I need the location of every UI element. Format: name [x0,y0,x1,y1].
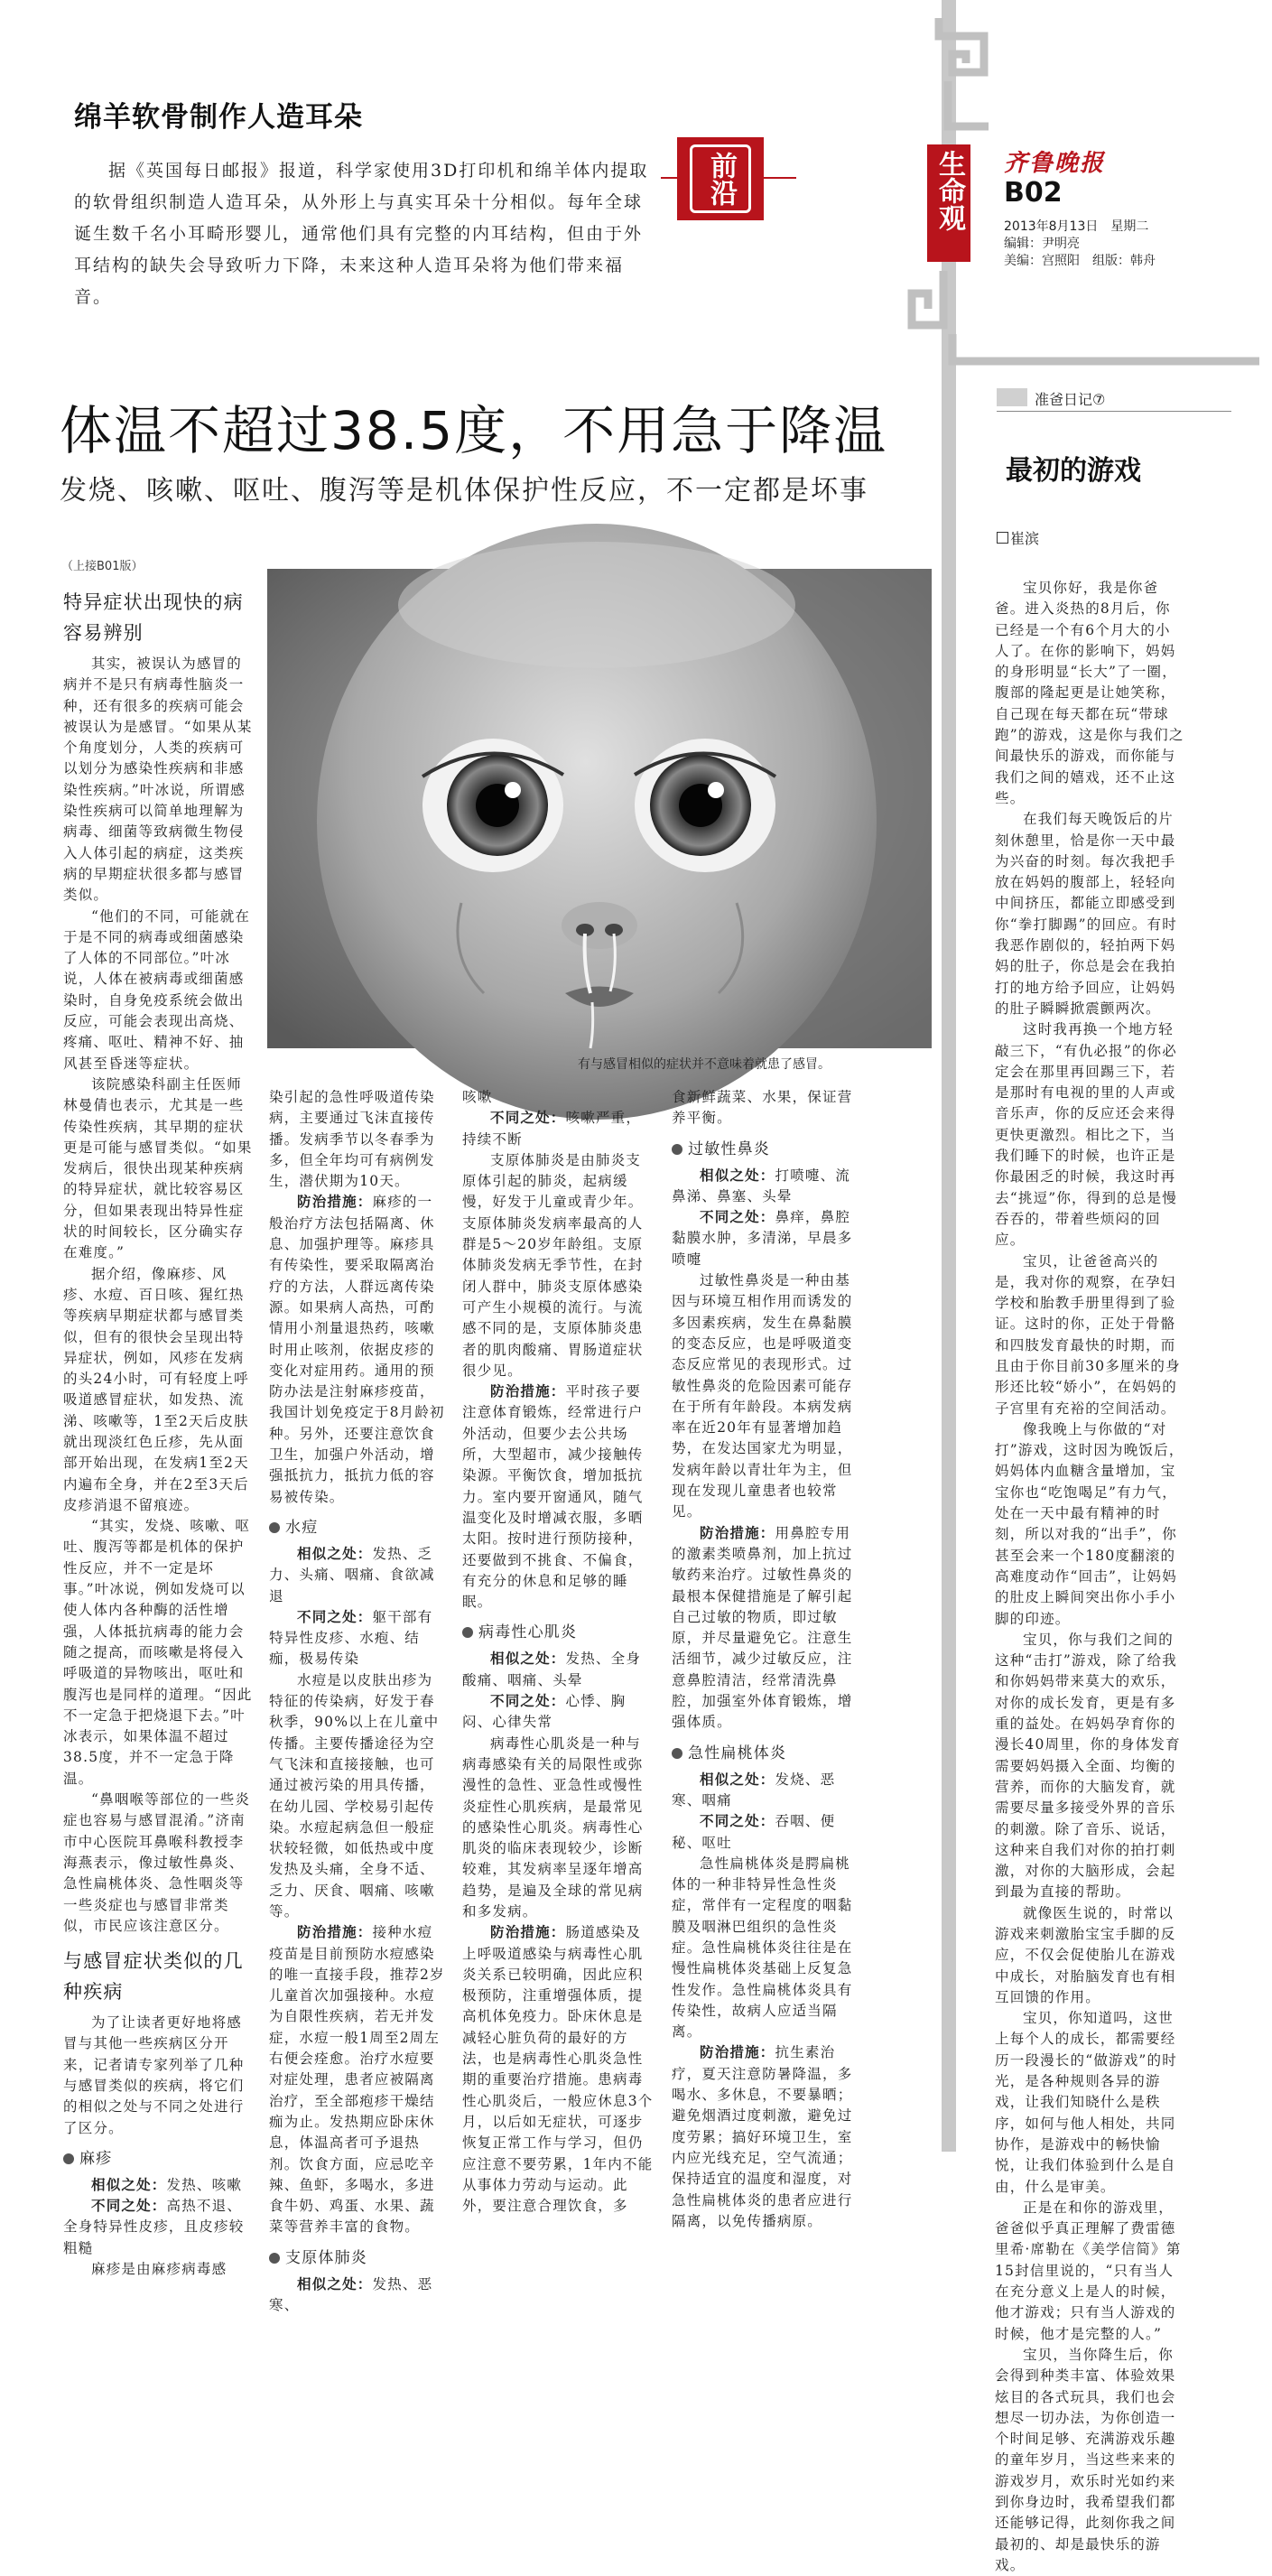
prevention-text: 平时孩子要注意体育锻炼，经常进行户外活动，但要少去公共场所，大型超市，减少接触传染源。平衡饮食，增加抵抗力。室内要开窗通风，随气温变化及时增减衣服，多晒太阳。按时进行预防接种，还要做到不挑食、不偏食，有充分的休息和足够的睡眠。 [462,1383,644,1611]
difference-label: 不同之处： [700,1209,775,1226]
paragraph: “他们的不同，可能就在于是不同的病毒或细菌感染了人体的不同部位。”叶冰说，人体在被病毒或细菌感染时，自身免疫系统会做出反应，可能会表现出高烧、疼痛、呕吐、精神不好、抽风甚至昏迷等症状。 [63,907,251,1072]
similarity-line [269,2274,446,2317]
prevention-label: 防治措施： [490,1383,566,1400]
prevention-text: 用鼻腔专用的激素类喷鼻剂，加上抗过敏药来治疗。过敏性鼻炎的最根本保健措施是了解引起自己过敏的物质，即过敏原，并尽量避免它。注意生活细节，减少过敏反应，注意鼻腔清洁，经常清洗鼻腔，加强室外体育锻炼，增强体质。 [672,1524,853,1731]
continued-note: （上接B01版） [61,560,144,573]
article-column-2 [269,1087,446,2314]
diary-author: 崔滨 [997,527,1039,548]
difference-label: 不同之处： [700,1813,775,1830]
prevention-paragraph [269,1922,446,2237]
photo-caption: 有与感冒相似的症状并不意味着就患了感冒。 [578,1057,831,1072]
paragraph: 染引起的急性呼吸道传染病，主要通过飞沫直接传播。发病季节以冬春季为多，但全年均可有病例发生，潜伏期为10天。 [269,1089,435,1190]
disease-name: 支原体肺炎 [285,2248,367,2267]
section-side-label-text: 生命观 [933,150,965,231]
paragraph: 过敏性鼻炎是一种由基因与环境互相作用而诱发的多因素疾病，发生在鼻黏膜的变态反应，也是呼吸道变态反应常见的表现形式。过敏性鼻炎的危险因素可能存在于所有年龄段。本病发病率在近20年有显著增加趋势，在发达国家尤为明显，发病年龄以青壮年为主，但现在发现儿童患者也较常见。 [672,1272,853,1520]
disease-heading [269,2246,446,2271]
difference-label: 不同之处： [91,2198,167,2215]
paragraph: 宝贝，当你降生后，你会得到种类丰富、体验效果炫目的各式玩具，我们也会想尽一切办法，为你创造一个时间足够、充满游戏乐趣的童年岁月，当这些来来的游戏岁月，欢乐时光如约来到你身边时，我希望我们都还能够记得，此刻你我之间最初的、却是最快乐的游戏。 [995,2346,1176,2573]
prevention-paragraph [672,2042,863,2232]
difference-text: 吞咽、便秘、呕吐 [672,1813,836,1851]
paragraph: 水痘是以皮肤出疹为特征的传染病，好发于春秋季，90%以上在儿童中传播。主要传播途径为空气飞沫和直接接触，也可通过被污染的用具传播，在幼儿园、学校易引起传染。水痘起病急但一般症状较轻微，如低热或中度发热及头痛，全身不适、乏力、厌食、咽痛、咳嗽等。 [269,1671,440,1920]
similarity-line [462,1649,655,1691]
similarity-text: 发热、乏力、头痛、咽痛、食欲减退 [269,1545,435,1604]
difference-line [672,1811,863,1854]
bullet-dot-icon [672,1748,682,1759]
disease-heading [672,1137,863,1162]
paragraph: 为了让读者更好地将感冒与其他一些疾病区分开来，记者请专家列举了几种与感冒类似的疾病，将它们的相似之处与不同之处进行了区分。 [63,2014,245,2136]
paragraph: 病毒性心肌炎是一种与病毒感染有关的局限性或弥漫性的急性、亚急性或慢性炎症性心肌疾病，是最常见的感染性心肌炎。病毒性心肌炎的临床表现较少，诊断较难，其发病率呈逐年增高趋势，是遍及全球的常见病和多发病。 [462,1734,644,1920]
difference-text: 高热不退、全身特异性皮疹，且皮疹较粗糙 [63,2198,245,2256]
similarity-text: 发热、全身酸痛、咽痛、头晕 [462,1651,642,1688]
difference-line [672,1207,863,1270]
disease-heading [269,1515,446,1540]
bullet-dot-icon [462,1627,473,1638]
disease-heading [672,1741,863,1766]
bullet-dot-icon [672,1144,682,1155]
difference-label: 不同之处： [490,1110,566,1127]
masthead-meta [1004,219,1156,270]
similarity-label: 相似之处： [700,1167,775,1184]
paragraph: 这时我再换一个地方轻敲三下，“有仇必报”的你必定会在那里再回踢三下，若是那时有电视的里的人声或音乐声，你的反应还会来得更快更激烈。相比之下，当我们睡下的时候，也许正是你最困乏的时候，我这时再去“挑逗”你，得到的总是慢吞吞的，带着些烦闷的回应。 [995,1021,1177,1249]
article-column-1 [63,578,253,2278]
disease-name: 水痘 [285,1518,319,1537]
difference-text: 躯干部有特异性皮疹、水疱、结痂，极易传染 [269,1608,433,1668]
similarity-text: 发烧、恶寒、咽痛 [672,1771,836,1809]
meander-ornament-mid [903,271,1264,397]
brief-body: 据《英国每日邮报》报道，科学家使用3D打印机和绵羊体内提取的软骨组织制造人造耳朵，从外形上与真实耳朵十分相似。每年全球诞生数千名小耳畸形婴儿，通常他们具有完整的内耳结构，但由于外耳结构的缺失会导致听力下降，未来这种人造耳朵将为他们带来福音。 [74,161,649,307]
paragraph: 该院感染科副主任医师林曼倩也表示，尤其是一些传染性疾病，其早期的症状更是可能与感冒类似。“如果发病后，很快出现某种疾病的特异症状，就比较容易区分，但如果表现出特异性症状的时间较长，区分确实存在难度。” [63,1075,253,1261]
disease-name: 急性扁桃体炎 [688,1744,787,1762]
diary-title: 最初的游戏 [1006,455,1141,487]
diary-series-tag: 准爸日记⑦ [997,388,1231,412]
difference-label: 不同之处： [297,1608,373,1625]
similarity-label: 相似之处： [490,1651,566,1668]
masthead-logo: 齐鲁晚报 [1004,150,1106,177]
article-column-4 [672,1087,863,2229]
paragraph: 正是在和你的游戏里，爸爸似乎真正理解了费雷德里希·席勒在《美学信简》第15封信里说的，“只有当人在充分意义上是人的时候，他才游戏；只有当人游戏的时候，他才是完整的人。” [995,2199,1182,2342]
difference-text: 鼻痒，鼻腔黏膜水肿，多清涕，早晨多喷嚏 [672,1209,853,1268]
difference-line [462,1691,655,1734]
paragraph: 就像医生说的，时常以游戏来刺激胎宝宝手脚的反应，不仅会促使胎儿在游戏中成长，对胎脑发育也有相互回馈的作用。 [995,1904,1176,2005]
brief-title: 绵羊软骨制作人造耳朵 [74,101,363,134]
disease-name: 病毒性心肌炎 [478,1623,578,1642]
prevention-paragraph [269,1192,446,1507]
difference-line [63,2196,253,2259]
prevention-paragraph [672,1523,863,1734]
prevention-text: 肠道感染及上呼吸道感染与病毒性心肌炎关系已较明确，因此应积极预防，注重增强体质，提高机体免疫力。卧床休息是减轻心脏负荷的最好的方法，也是病毒性心肌炎急性期的重要治疗措施。患病毒性心肌炎后，一般应休息3个月，以后如无症状，可逐步恢复正常工作与学习，但仍应注意不要劳累，1年内不能从事体力劳动与运动。此外，要注意合理饮食，多 [462,1924,654,2215]
paragraph: 宝贝你好，我是你爸爸。进入炎热的8月后，你已经是一个有6个月大的小人了。在你的影响下，妈妈的身形明显“长大”了一圈，腹部的隆起更是让她笑称，自己现在每天都在玩“带球跑”的游戏，这是你与我们之间最快乐的游戏，而你能与我们之间的嬉戏，还不止这些。 [995,580,1184,806]
paragraph: “其实，发烧、咳嗽、呕吐、腹泻等都是机体的保护性反应，并不一定是坏事。”叶冰说，例如发烧可以使人体内各种酶的活性增强，人体抵抗病毒的能力会随之提高，而咳嗽是将侵入呼吸道的异物咳出，呕吐和腹泻也是同样的道理。“因此不一定急于把烧退下去。”叶冰表示，如果体温不超过38.5度，并不一定急于降温。 [63,1518,253,1787]
similarity-text: 发热、恶寒、 [269,2275,433,2314]
masthead-page-number: B02 [1004,177,1063,209]
meander-ornament-top [903,18,993,135]
similarity-label: 相似之处： [297,1545,373,1562]
prevention-paragraph [462,1381,655,1613]
paragraph: 宝贝，你与我们之间的这种“击打”游戏，除了给我和你妈妈带来莫大的欢乐，对你的成长发育，更是有多重的益处。在妈妈孕育你的漫长40周里，你的身体发育需要妈妈摄入全面、均衡的营养，而你的大脑发育，就需要尽量多接受外界的音乐的刺激。除了音乐、说话，这种来自我们对你的拍打刺激，对你的大脑形成，会起到最为直接的帮助。 [995,1631,1181,1901]
headline: 体温不超过38.5度，不用急于降温 [60,400,888,461]
similarity-line [672,1166,863,1208]
diary-column [995,578,1184,2573]
prevention-label: 防治措施： [297,1924,373,1941]
similarity-label: 相似之处： [297,2275,373,2292]
paragraph: 宝贝，让爸爸高兴的是，我对你的观察，在孕妇学校和胎教手册里得到了验证。这时的你，正处于骨骼和四肢发育最快的时期，而且由于你目前30多厘米的身形还比较“娇小”，在妈妈的子宫里有充裕的空间活动。 [995,1252,1181,1417]
difference-text: 心悸、胸闷、心律失常 [462,1693,627,1731]
similarity-line [269,1544,446,1607]
paragraph: 咳嗽 [462,1089,493,1105]
paragraph: 急性扁桃体炎是腭扁桃体的一种非特异性急性炎症，常伴有一定程度的咽黏膜及咽淋巴组织的急性炎症。急性扁桃体炎往往是在慢性扁桃体炎基础上反复急性发作。急性扁桃体炎具有传染性，故病人应适当隔离。 [672,1855,853,2041]
section-heading: 特异症状出现快的病容易辨别 [63,591,244,644]
masthead-editor: 编辑：尹明亮 [1004,237,1080,251]
difference-label: 不同之处： [490,1693,566,1710]
paragraph: 据介绍，像麻疹、风疹、水痘、百日咳、猩红热等疾病早期症状都与感冒类似，但有的很快会呈现出特异症状，例如，风疹在发病的头24小时，可有轻度上呼吸道感冒症状，如发热、流涕、咳嗽等，1至2天后皮肤就出现淡红色丘疹，先从面部开始出现，在发病1至2天内遍布全身，并在2至3天后皮疹消退不留痕迹。 [63,1265,249,1513]
bullet-dot-icon [63,2153,74,2164]
disease-heading [462,1620,655,1645]
article-column-3 [462,1087,655,2215]
section-side-label [927,144,970,262]
paragraph: 支原体肺炎是由肺炎支原体引起的肺炎，起病缓慢，好发于儿童或青少年。支原体肺炎发病率最高的人群是5～20岁年龄组。支原体肺炎发病无季节性，在封闭人群中，肺炎支原体感染可产生小规模的流行。与流感不同的是，支原体肺炎患者的肌肉酸痛、胃肠道症状很少见。 [462,1151,644,1379]
difference-text: 咳嗽严重，持续不断 [462,1110,642,1148]
paragraph: 麻疹是由麻疹病毒感 [91,2261,227,2278]
similarity-label: 相似之处： [700,1771,775,1788]
bullet-dot-icon [269,1522,280,1533]
subheadline: 发烧、咳嗽、呕吐、腹泻等是机体保护性反应，不一定都是坏事 [60,475,868,507]
section-heading: 与感冒症状类似的几种疾病 [63,1950,244,2004]
prevention-label: 防治措施： [490,1924,566,1941]
section-badge [677,137,764,220]
baby-photo [267,569,932,1048]
paragraph: 食新鲜蔬菜、水果，保证营养平衡。 [672,1089,853,1127]
prevention-text: 麻疹的一般治疗方法包括隔离、休息、加强护理等。麻疹具有传染性，要采取隔离治疗的方法，人群远离传染源。如果病人高热，可酌情用小剂量退热药，咳嗽时用止咳剂，依据皮疹的变化对症用药。通用的预防办法是注射麻疹疫苗，我国计划免疫定于8月龄初种。另外，还要注意饮食卫生，加强户外活动，增强抵抗力，抵抗力低的容易被传染。 [269,1194,445,1505]
paragraph: 在我们每天晚饭后的片刻休憩里，恰是你一天中最为兴奋的时刻。每次我把手放在妈妈的腹部上，轻轻向中间挤压，都能立即感受到你“拳打脚踢”的回应。有时我恶作剧似的，轻拍两下妈妈的肚子，你总是会在我拍打的地方给予回应，让妈妈的肚子瞬瞬掀震颤两次。 [995,811,1177,1017]
prevention-label: 防治措施： [700,1524,775,1541]
prevention-text: 抗生素治疗，夏天注意防暑降温，多喝水、多休息，不要暴晒；避免烟酒过度刺激，避免过度劳累；搞好环境卫生，室内应光线充足，空气流通；保持适宜的温度和湿度，对急性扁桃体炎的患者应进行隔离，以免传播病原。 [672,2044,853,2229]
paragraph: 其实，被误认为感冒的病并不是只有病毒性脑炎一种，还有很多的疾病可能会被误认为是感冒。“如果从某个角度划分，人类的疾病可以划分为感染性疾病和非感染性疾病。”叶冰说，所谓感染性疾病可以简单地理解为病毒、细菌等致病微生物侵入人体引起的病症，这类疾病的早期症状很多都与感冒类似。 [63,656,253,904]
section-badge-text: 前沿 [705,152,737,206]
similarity-label: 相似之处： [91,2176,167,2193]
prevention-paragraph [462,1922,655,2217]
paragraph: 像我晚上与你做的“对打”游戏，这时因为晚饭后，妈妈体内血糖含量增加，宝宝你也“吃饱喝足”有力气，处在一天中最有精神的时刻，所以对我的“出手”，你甚至会来一个180度翻滚的高难度动作“回击”，让妈妈的肚皮上瞬间突出你小手小脚的印迹。 [995,1420,1184,1627]
masthead-date: 2013年8月13日 星期二 [1004,219,1149,234]
bullet-dot-icon [269,2253,280,2264]
paragraph: 宝贝，你知道吗，这世上每个人的成长，都需要经历一段漫长的“做游戏”的时光，是各种规则各异的游戏，让我们知晓什么是秩序，如何与他人相处，共同协作，是游戏中的畅快愉悦，让我们体验到什么是自由，什么是审美。 [995,2010,1177,2195]
disease-heading [63,2146,253,2171]
disease-name: 过敏性鼻炎 [688,1139,770,1158]
prevention-text: 接种水痘疫苗是目前预防水痘感染的唯一直接手段，推荐2岁儿童首次加强接种。水痘为自限性疾病，若无并发症，水痘一般1周至2周左右便会痊愈。治疗水痘要对症处理，患者应被隔离治疗，至全部疱疹干燥结痂为止。发热期应卧床休息，体温高者可予退热剂。饮食方面，应忌吃辛辣、鱼虾，多喝水，多进食牛奶、鸡蛋、水果、蔬菜等营养丰富的食物。 [269,1924,445,2236]
similarity-text: 发热、咳嗽 [166,2176,243,2193]
masthead-art: 美编：宫照阳 组版：韩舟 [1004,254,1156,268]
similarity-line [672,1770,863,1812]
baby-illustration [267,569,932,1048]
disease-name: 麻疹 [79,2149,113,2168]
difference-line [269,1607,446,1670]
similarity-line [63,2175,253,2196]
similarity-text: 打喷嚏、流鼻涕、鼻塞、头晕 [672,1167,851,1204]
difference-line [462,1108,655,1150]
paragraph: “鼻咽喉等部位的一些炎症也容易与感冒混淆。”济南市中心医院耳鼻喉科教授李海燕表示，像过敏性鼻炎、急性扁桃体炎、急性咽炎等一些炎症也与感冒非常类似，市民应该注意区分。 [63,1791,251,1934]
prevention-label: 防治措施： [297,1194,373,1211]
prevention-label: 防治措施： [700,2044,775,2061]
